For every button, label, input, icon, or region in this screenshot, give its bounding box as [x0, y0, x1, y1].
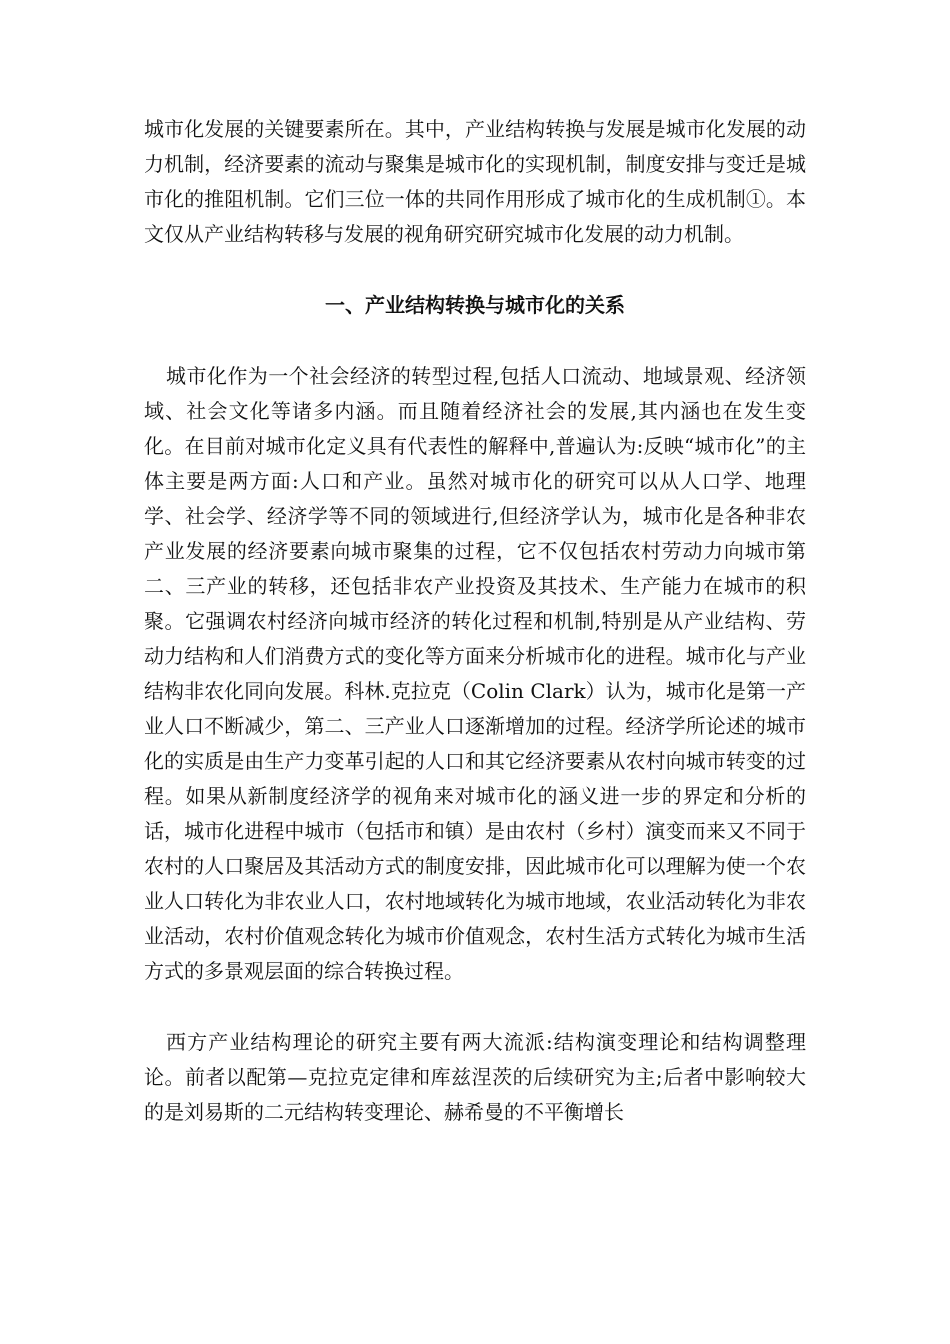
- paragraph-western-theory: 西方产业结构理论的研究主要有两大流派:结构演变理论和结构调整理论。前者以配第—克拉克定律和库兹涅茨的后续研究为主;后者中影响较大的是刘易斯的二元结构转变理论、赫希曼的不平衡增长: [144, 1030, 806, 1124]
- paragraph-urbanization-definition: 城市化作为一个社会经济的转型过程,包括人口流动、地域景观、经济领域、社会文化等诸多内涵。而且随着经济社会的发展,其内涵也在发生变化。在目前对城市化定义具有代表性的解释中,普遍认为:反映“城市化”的主体主要是两方面:人口和产业。虽然对城市化的研究可以从人口学、地理学、社会学、经济学等不同的领域进行,但经济学认为，城市化是各种非农产业发展的经济要素向城市聚集的过程，它不仅包括农村劳动力向城市第二、三产业的转移，还包括非农产业投资及其技术、生产能力在城市的积聚。它强调农村经济向城市经济的转化过程和机制,特别是从产业结构、劳动力结构和人们消费方式的变化等方面来分析城市化的进程。城市化与产业结构非农化同向发展。科林.克拉克（Colin Clark）认为，城市化是第一产业人口不断减少，第二、三产业人口逐渐增加的过程。经济学所论述的城市化的实质是由生产力变革引起的人口和其它经济要素从农村向城市转变的过程。如果从新制度经济学的视角来对城市化的涵义进一步的界定和分析的话，城市化进程中城市（包括市和镇）是由农村（乡村）演变而来又不同于农村的人口聚居及其活动方式的制度安排，因此城市化可以理解为使一个农业人口转化为非农业人口，农村地域转化为城市地域，农业活动转化为非农业活动，农村价值观念转化为城市价值观念，农村生活方式转化为城市生活方式的多景观层面的综合转换过程。: [144, 364, 806, 983]
- document-body: [144, 112, 806, 1130]
- paragraph-spacer: [144, 252, 806, 288]
- heading-spacer: [144, 323, 806, 359]
- paragraph-intro: 城市化发展的关键要素所在。其中，产业结构转换与发展是城市化发展的动力机制，经济要素的流动与聚集是城市化的实现机制，制度安排与变迁是城市化的推阻机制。它们三位一体的共同作用形成了城市化的生成机制①。本文仅从产业结构转移与发展的视角研究研究城市化发展的动力机制。: [144, 117, 806, 246]
- section-heading: 一、产业结构转换与城市化的关系: [325, 293, 625, 317]
- paragraph-spacer: [144, 989, 806, 1025]
